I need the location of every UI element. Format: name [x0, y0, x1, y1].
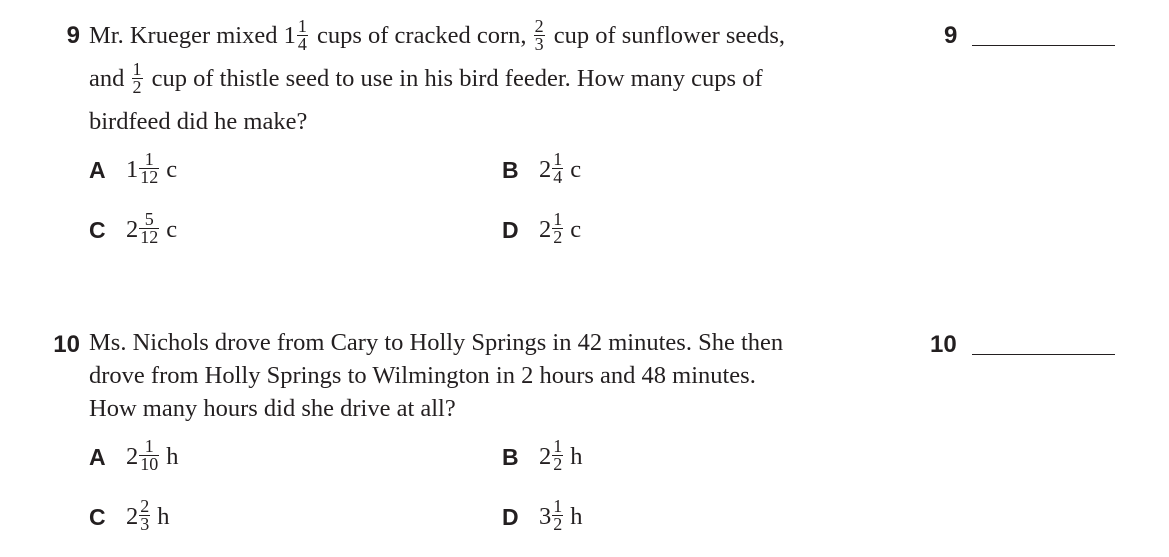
- fraction: [297, 18, 308, 53]
- fraction: [534, 18, 545, 53]
- choice-whole: 2: [126, 443, 139, 470]
- choice-letter: A: [89, 443, 106, 470]
- fraction-denominator: 12: [140, 166, 159, 187]
- fraction-denominator: 12: [140, 226, 159, 247]
- choice-letter: A: [89, 156, 106, 183]
- choice-d[interactable]: [502, 495, 583, 539]
- choice-letter: D: [502, 216, 519, 243]
- choice-unit: c: [570, 216, 582, 243]
- fraction-numerator: 1: [553, 435, 563, 456]
- fraction-denominator: 2: [553, 226, 563, 247]
- choice-letter: B: [502, 443, 519, 470]
- answer-number: 10: [930, 331, 957, 358]
- choice-letter: B: [502, 156, 519, 183]
- fraction-denominator: 3: [140, 513, 150, 534]
- stem-text: cup of sunflower seeds,: [553, 22, 786, 50]
- fraction-denominator: 4: [553, 166, 563, 187]
- choice-unit: h: [157, 503, 170, 530]
- choice-whole: 2: [126, 503, 139, 530]
- choice-c[interactable]: [89, 208, 177, 252]
- choice-letter: C: [89, 503, 106, 530]
- stem-text: cup of thistle seed to use in his bird feeder. How many cups of: [151, 65, 763, 93]
- fraction-numerator: 2: [534, 16, 544, 36]
- fraction-numerator: 1: [553, 148, 563, 169]
- stem-line: How many hours did she drive at all?: [89, 395, 456, 422]
- stem-line: [89, 16, 786, 55]
- fraction: [139, 148, 159, 187]
- choice-unit: h: [570, 503, 583, 530]
- fraction: [139, 435, 159, 474]
- choice-letter: D: [502, 503, 519, 530]
- choice-unit: c: [570, 156, 582, 183]
- choice-a[interactable]: [89, 148, 177, 192]
- fraction: [132, 61, 143, 96]
- choice-unit: c: [166, 156, 178, 183]
- fraction-denominator: 2: [553, 513, 563, 534]
- answer-blank[interactable]: [972, 354, 1115, 355]
- choice-whole: 2: [126, 216, 139, 243]
- question-number: 10: [53, 331, 80, 358]
- fraction: [552, 435, 563, 474]
- fraction: [552, 495, 563, 534]
- choice-letter: C: [89, 216, 106, 243]
- choice-c[interactable]: [89, 495, 170, 539]
- choice-unit: h: [570, 443, 583, 470]
- choice-whole: 2: [539, 156, 552, 183]
- choice-unit: h: [166, 443, 179, 470]
- question-number: 9: [66, 22, 80, 49]
- stem-text: cups of cracked corn,: [316, 22, 527, 50]
- choice-b[interactable]: [502, 435, 583, 479]
- choice-whole: 3: [539, 503, 552, 530]
- stem-line: [89, 59, 763, 98]
- choice-a[interactable]: [89, 435, 179, 479]
- stem-text: Mr. Krueger mixed 1: [89, 22, 296, 50]
- stem-text: and: [89, 65, 125, 93]
- choice-d[interactable]: [502, 208, 581, 252]
- choice-whole: 1: [126, 156, 139, 183]
- fraction: [552, 208, 563, 247]
- fraction-numerator: 1: [132, 59, 142, 79]
- fraction-numerator: 1: [553, 208, 563, 229]
- fraction-numerator: 1: [297, 16, 307, 36]
- fraction-denominator: 3: [534, 34, 544, 54]
- fraction-denominator: 2: [553, 453, 563, 474]
- fraction: [552, 148, 563, 187]
- fraction-numerator: 1: [144, 435, 154, 456]
- choice-whole: 2: [539, 443, 552, 470]
- fraction-numerator: 2: [140, 495, 150, 516]
- choice-b[interactable]: [502, 148, 581, 192]
- fraction-numerator: 1: [144, 148, 154, 169]
- fraction-numerator: 1: [553, 495, 563, 516]
- stem-line: Ms. Nichols drove from Cary to Holly Springs in 42 minutes. She then: [89, 329, 784, 356]
- stem-line: drove from Holly Springs to Wilmington in 2 hours and 48 minutes.: [89, 362, 756, 389]
- fraction-numerator: 5: [144, 208, 154, 229]
- fraction-denominator: 10: [140, 453, 159, 474]
- choice-unit: c: [166, 216, 178, 243]
- fraction: [139, 495, 150, 534]
- answer-blank[interactable]: [972, 45, 1115, 46]
- choice-whole: 2: [539, 216, 552, 243]
- fraction: [139, 208, 159, 247]
- answer-number: 9: [944, 22, 958, 49]
- fraction-denominator: 2: [132, 77, 142, 97]
- fraction-denominator: 4: [297, 34, 307, 54]
- stem-line: birdfeed did he make?: [89, 108, 308, 135]
